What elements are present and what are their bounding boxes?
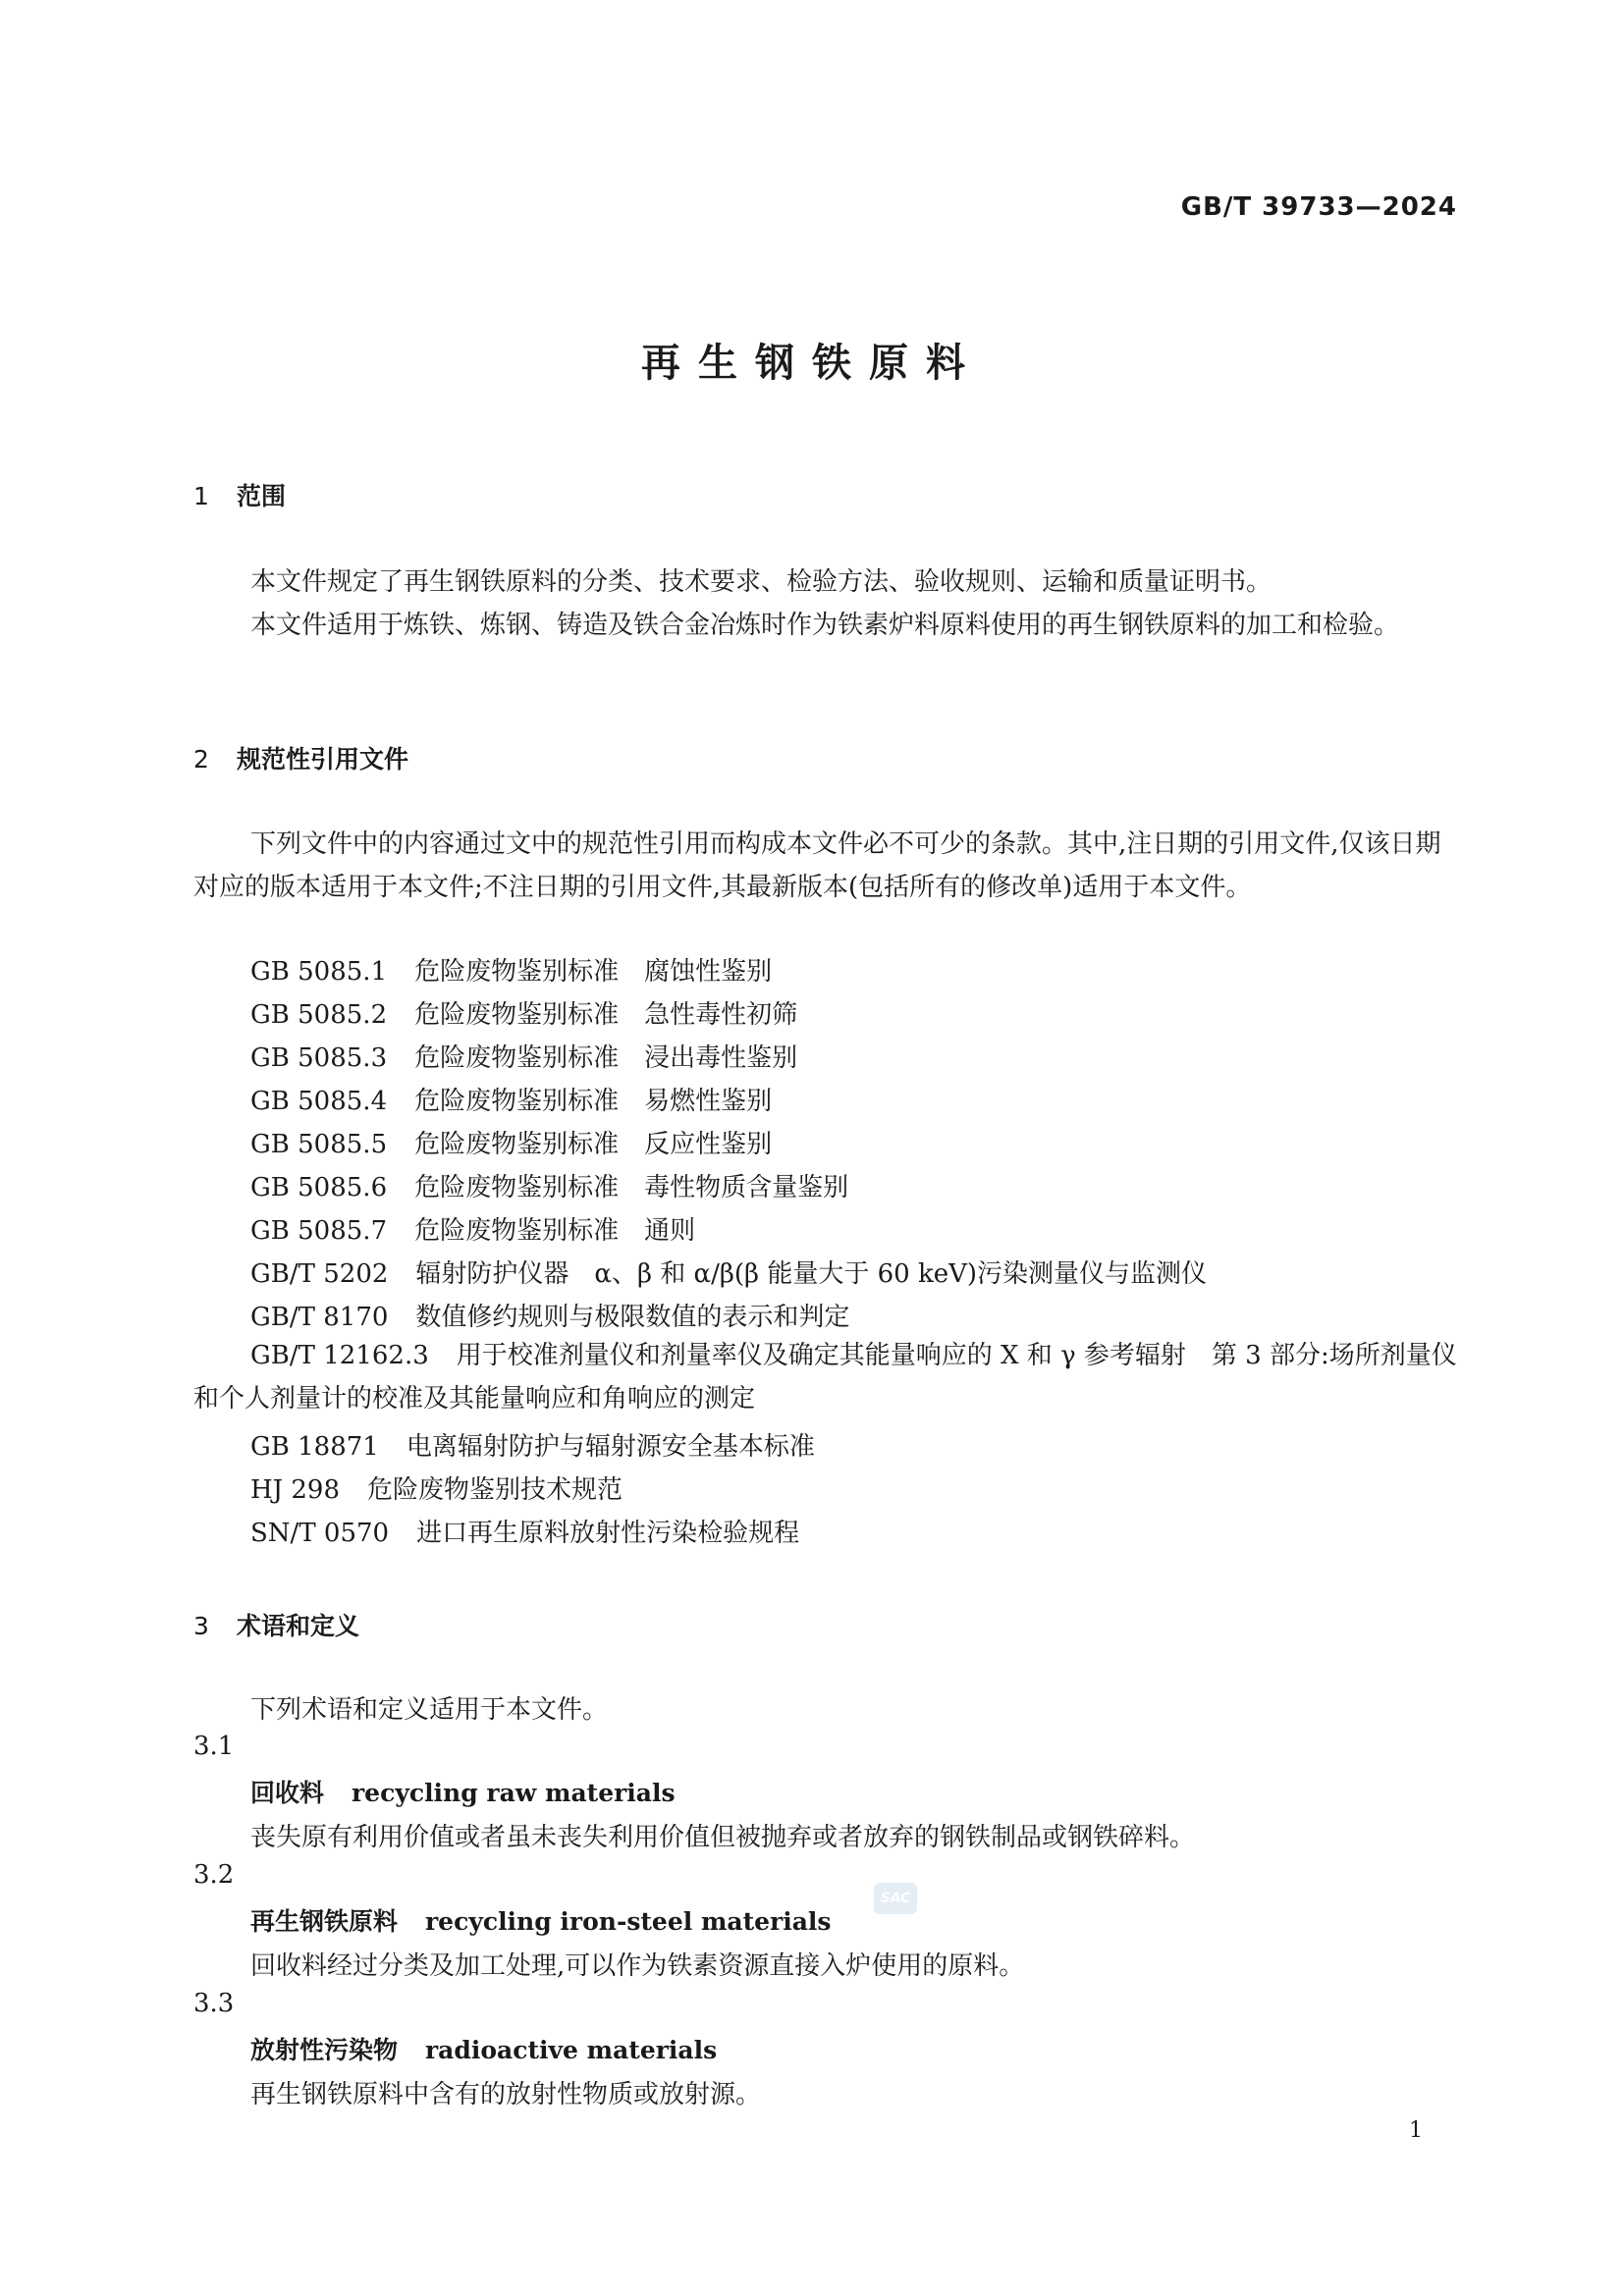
reference-item: GB 5085.3 危险废物鉴别标准 浸出毒性鉴别 [250,1043,798,1073]
reference-item: GB/T 8170 数值修约规则与极限数值的表示和判定 [250,1303,850,1332]
scope-paragraph-2: 本文件适用于炼铁、炼钢、铸造及铁合金冶炼时作为铁素炉料原料使用的再生钢铁原料的加工和检验。 [250,611,1400,640]
reference-item: GB 5085.5 危险废物鉴别标准 反应性鉴别 [250,1130,773,1159]
page-number: 1 [1409,2118,1423,2143]
term-definition: 丧失原有利用价值或者虽未丧失利用价值但被抛弃或者放弃的钢铁制品或钢铁碎料。 [250,1823,1196,1852]
section-number: 3 [193,1612,209,1640]
standard-code: GB/T 39733—2024 [1180,192,1457,222]
section-3-heading [193,1607,359,1642]
scope-paragraph-1: 本文件规定了再生钢铁原料的分类、技术要求、检验方法、验收规则、运输和质量证明书。 [250,567,1272,597]
term-definition: 再生钢铁原料中含有的放射性物质或放射源。 [250,2080,762,2109]
term-number: 3.1 [193,1732,235,1761]
section-title: 术语和定义 [237,1612,360,1640]
document-title: 再生钢铁原料 [641,341,983,386]
reference-item: GB 5085.6 危险废物鉴别标准 毒性物质含量鉴别 [250,1173,849,1202]
section-2-heading [193,740,408,775]
reference-item: GB/T 5202 辐射防护仪器 α、β 和 α/β(β 能量大于 60 keV)污染测量仪与监测仪 [250,1259,1208,1289]
term-number: 3.3 [193,1989,235,2018]
term-definition: 回收料经过分类及加工处理,可以作为铁素资源直接入炉使用的原料。 [250,1951,1025,1981]
terms-intro: 下列术语和定义适用于本文件。 [250,1695,609,1725]
section-title: 规范性引用文件 [237,745,409,774]
section-number: 2 [193,745,209,774]
term-name: 回收料 recycling raw materials [250,1779,676,1807]
reference-item: GB 5085.1 危险废物鉴别标准 腐蚀性鉴别 [250,957,773,987]
term-name: 再生钢铁原料 recycling iron-steel materials [250,1907,832,1936]
reference-item: GB 18871 电离辐射防护与辐射源安全基本标准 [250,1432,815,1462]
reference-item: GB 5085.2 危险废物鉴别标准 急性毒性初筛 [250,1000,798,1030]
reference-item: GB 5085.7 危险废物鉴别标准 通则 [250,1216,696,1246]
references-intro: 下列文件中的内容通过文中的规范性引用而构成本文件必不可少的条款。其中,注日期的引用文件,仅该日期对应的版本适用于本文件;不注日期的引用文件,其最新版本(包括所有的修改单)适用于本文件。 [193,829,1441,902]
term-name: 放射性污染物 radioactive materials [250,2036,718,2064]
section-title: 范围 [237,482,287,510]
reference-item: HJ 298 危险废物鉴别技术规范 [250,1475,623,1505]
section-1-heading [193,477,286,512]
sac-watermark-logo: SAC [874,1883,917,1914]
reference-item: SN/T 0570 进口再生原料放射性污染检验规程 [250,1519,800,1548]
reference-item-long: GB/T 12162.3 用于校准剂量仪和剂量率仪及确定其能量响应的 X 和 γ 参考辐射 第 3 部分:场所剂量仪和个人剂量计的校准及其能量响应和角响应的测定 [193,1341,1457,1414]
reference-item: GB 5085.4 危险废物鉴别标准 易燃性鉴别 [250,1087,773,1116]
section-number: 1 [193,482,209,510]
term-number: 3.2 [193,1860,235,1890]
